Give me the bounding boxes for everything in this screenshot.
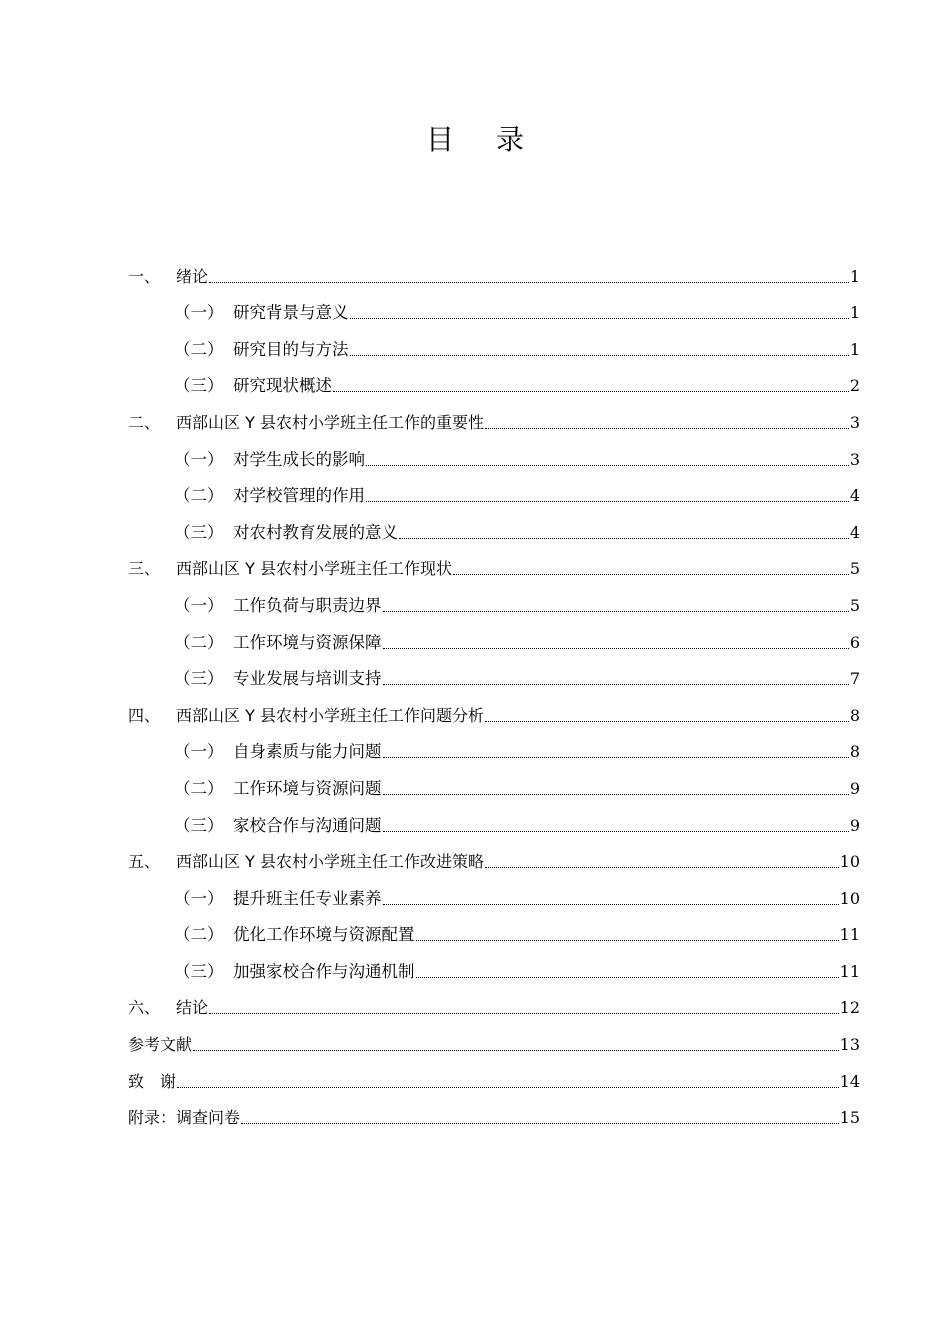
- toc-entry-section-4-3[interactable]: [128, 799, 860, 836]
- toc-entry-page: 7: [849, 669, 860, 689]
- toc-entry-page: 15: [839, 1108, 860, 1128]
- toc-entry-number: （二）: [174, 925, 224, 945]
- toc-entry-section-2-2[interactable]: [128, 470, 860, 507]
- toc-entry-title: 研究现状概述: [233, 376, 332, 396]
- toc-entry-acknowledgements[interactable]: [128, 1055, 860, 1092]
- dot-leader: [416, 940, 839, 941]
- dot-leader: [383, 794, 849, 795]
- toc-entry-page: 6: [849, 632, 860, 652]
- toc-entry-title: [128, 1072, 176, 1092]
- toc-entry-section-1-2[interactable]: [128, 323, 860, 360]
- toc-entry-section-5-3[interactable]: [128, 945, 860, 982]
- toc-entry-section-2-1[interactable]: [128, 433, 860, 470]
- toc-entry-page: 5: [849, 595, 860, 615]
- toc-entry-chapter-6[interactable]: [128, 982, 860, 1019]
- toc-entry-page: 13: [839, 1035, 860, 1055]
- toc-entry-page: 11: [839, 961, 860, 981]
- toc-entry-title: 工作环境与资源保障: [233, 632, 382, 652]
- toc-entry-page: 3: [849, 449, 860, 469]
- toc-entry-section-1-1[interactable]: [128, 287, 860, 324]
- toc-entry-title: 西部山区 Y 县农村小学班主任工作的重要性: [176, 412, 484, 432]
- toc-entry-chapter-4[interactable]: [128, 689, 860, 726]
- toc-entry-number: （三）: [174, 815, 224, 835]
- toc-entry-title: 提升班主任专业素养: [233, 888, 382, 908]
- toc-entry-number: 六、: [128, 998, 161, 1018]
- toc-entry-number: （二）: [174, 632, 224, 652]
- toc-entry-references[interactable]: [128, 1018, 860, 1055]
- toc-entry-number: （三）: [174, 522, 224, 542]
- toc-entry-number: （一）: [174, 303, 224, 323]
- dot-leader: [209, 282, 849, 283]
- toc-entry-number: 一、: [128, 266, 161, 286]
- toc-entry-number: （二）: [174, 486, 224, 506]
- toc-entry-section-4-2[interactable]: [128, 762, 860, 799]
- toc-entry-appendix[interactable]: [128, 1092, 860, 1129]
- toc-entry-section-2-3[interactable]: [128, 506, 860, 543]
- dot-leader: [193, 1050, 839, 1051]
- toc-entry-number: （三）: [174, 669, 224, 689]
- toc-entry-title: 工作负荷与职责边界: [233, 595, 382, 615]
- toc-entry-title: 附录：调查问卷: [128, 1108, 241, 1128]
- toc-entry-page: 8: [849, 705, 860, 725]
- toc-entry-title: 研究目的与方法: [233, 339, 349, 359]
- toc-entry-section-5-1[interactable]: [128, 872, 860, 909]
- toc-entry-title: 结论: [176, 998, 209, 1018]
- toc-entry-page: 1: [849, 266, 860, 286]
- toc-entry-title: 参考文献: [128, 1035, 193, 1055]
- page-title: [0, 120, 950, 160]
- toc-entry-chapter-1[interactable]: [128, 250, 860, 287]
- toc-entry-page: 9: [849, 815, 860, 835]
- toc-entry-page: 10: [839, 852, 860, 872]
- toc-entry-number: （三）: [174, 961, 224, 981]
- toc-entry-title: 对农村教育发展的意义: [233, 522, 398, 542]
- toc-entry-page: 14: [839, 1071, 860, 1091]
- dot-leader: [383, 757, 849, 758]
- toc-entry-chapter-2[interactable]: [128, 396, 860, 433]
- toc-entry-page: 1: [849, 303, 860, 323]
- toc-entry-number: （三）: [174, 376, 224, 396]
- dot-leader: [350, 318, 849, 319]
- dot-leader: [383, 611, 849, 612]
- toc-entry-title: 绪论: [176, 266, 209, 286]
- toc-entry-title: 对学校管理的作用: [233, 486, 365, 506]
- toc-entry-title: 西部山区 Y 县农村小学班主任工作改进策略: [176, 852, 484, 872]
- toc-entry-page: 12: [839, 998, 860, 1018]
- toc-entry-title: 对学生成长的影响: [233, 449, 365, 469]
- toc-entry-number: （一）: [174, 595, 224, 615]
- toc-entry-number: （二）: [174, 339, 224, 359]
- toc-entry-number: （一）: [174, 888, 224, 908]
- toc-entry-page: 2: [849, 376, 860, 396]
- dot-leader: [350, 355, 849, 356]
- toc-entry-title: 优化工作环境与资源配置: [233, 925, 415, 945]
- toc-entry-title: 研究背景与意义: [233, 303, 349, 323]
- table-of-contents: [128, 250, 860, 1128]
- toc-entry-section-3-1[interactable]: [128, 579, 860, 616]
- toc-entry-number: （二）: [174, 778, 224, 798]
- dot-leader: [366, 501, 849, 502]
- toc-entry-title: 工作环境与资源问题: [233, 778, 382, 798]
- dot-leader: [383, 831, 849, 832]
- toc-entry-page: 8: [849, 742, 860, 762]
- dot-leader: [383, 684, 849, 685]
- toc-entry-title: 专业发展与培训支持: [233, 669, 382, 689]
- dot-leader: [416, 977, 839, 978]
- toc-entry-page: 1: [849, 339, 860, 359]
- toc-entry-number: 四、: [128, 705, 161, 725]
- toc-entry-number: 五、: [128, 852, 161, 872]
- toc-entry-number: 二、: [128, 412, 161, 432]
- toc-entry-chapter-3[interactable]: [128, 543, 860, 580]
- toc-entry-number: 三、: [128, 559, 161, 579]
- toc-entry-page: 5: [849, 559, 860, 579]
- dot-leader: [383, 648, 849, 649]
- toc-entry-section-5-2[interactable]: [128, 909, 860, 946]
- dot-leader: [399, 538, 849, 539]
- dot-leader: [383, 904, 839, 905]
- title-char-2: 录: [496, 123, 525, 156]
- dot-leader: [485, 721, 849, 722]
- toc-entry-section-1-3[interactable]: [128, 360, 860, 397]
- toc-entry-page: 10: [839, 888, 860, 908]
- toc-entry-section-3-3[interactable]: [128, 653, 860, 690]
- dot-leader: [485, 867, 839, 868]
- dot-leader: [485, 428, 849, 429]
- toc-entry-page: 11: [839, 925, 860, 945]
- toc-entry-number: （一）: [174, 449, 224, 469]
- dot-leader: [453, 574, 849, 575]
- dot-leader: [333, 391, 849, 392]
- toc-entry-title: 家校合作与沟通问题: [233, 815, 382, 835]
- toc-entry-section-3-2[interactable]: [128, 616, 860, 653]
- dot-leader: [241, 1123, 839, 1124]
- ack-char-2: 谢: [160, 1071, 177, 1091]
- toc-entry-title: 西部山区 Y 县农村小学班主任工作问题分析: [176, 705, 484, 725]
- toc-entry-number: （一）: [174, 742, 224, 762]
- dot-leader: [209, 1013, 839, 1014]
- toc-entry-title: 西部山区 Y 县农村小学班主任工作现状: [176, 559, 452, 579]
- ack-char-1: 致: [128, 1071, 145, 1091]
- dot-leader: [177, 1087, 839, 1088]
- toc-entry-section-4-1[interactable]: [128, 726, 860, 763]
- toc-entry-page: 4: [849, 522, 860, 542]
- toc-entry-title: 加强家校合作与沟通机制: [233, 961, 415, 981]
- toc-entry-page: 4: [849, 486, 860, 506]
- dot-leader: [366, 465, 849, 466]
- toc-entry-page: 9: [849, 778, 860, 798]
- title-char-1: 目: [425, 123, 454, 156]
- toc-entry-page: 3: [849, 412, 860, 432]
- toc-entry-chapter-5[interactable]: [128, 836, 860, 873]
- toc-entry-title: 自身素质与能力问题: [233, 742, 382, 762]
